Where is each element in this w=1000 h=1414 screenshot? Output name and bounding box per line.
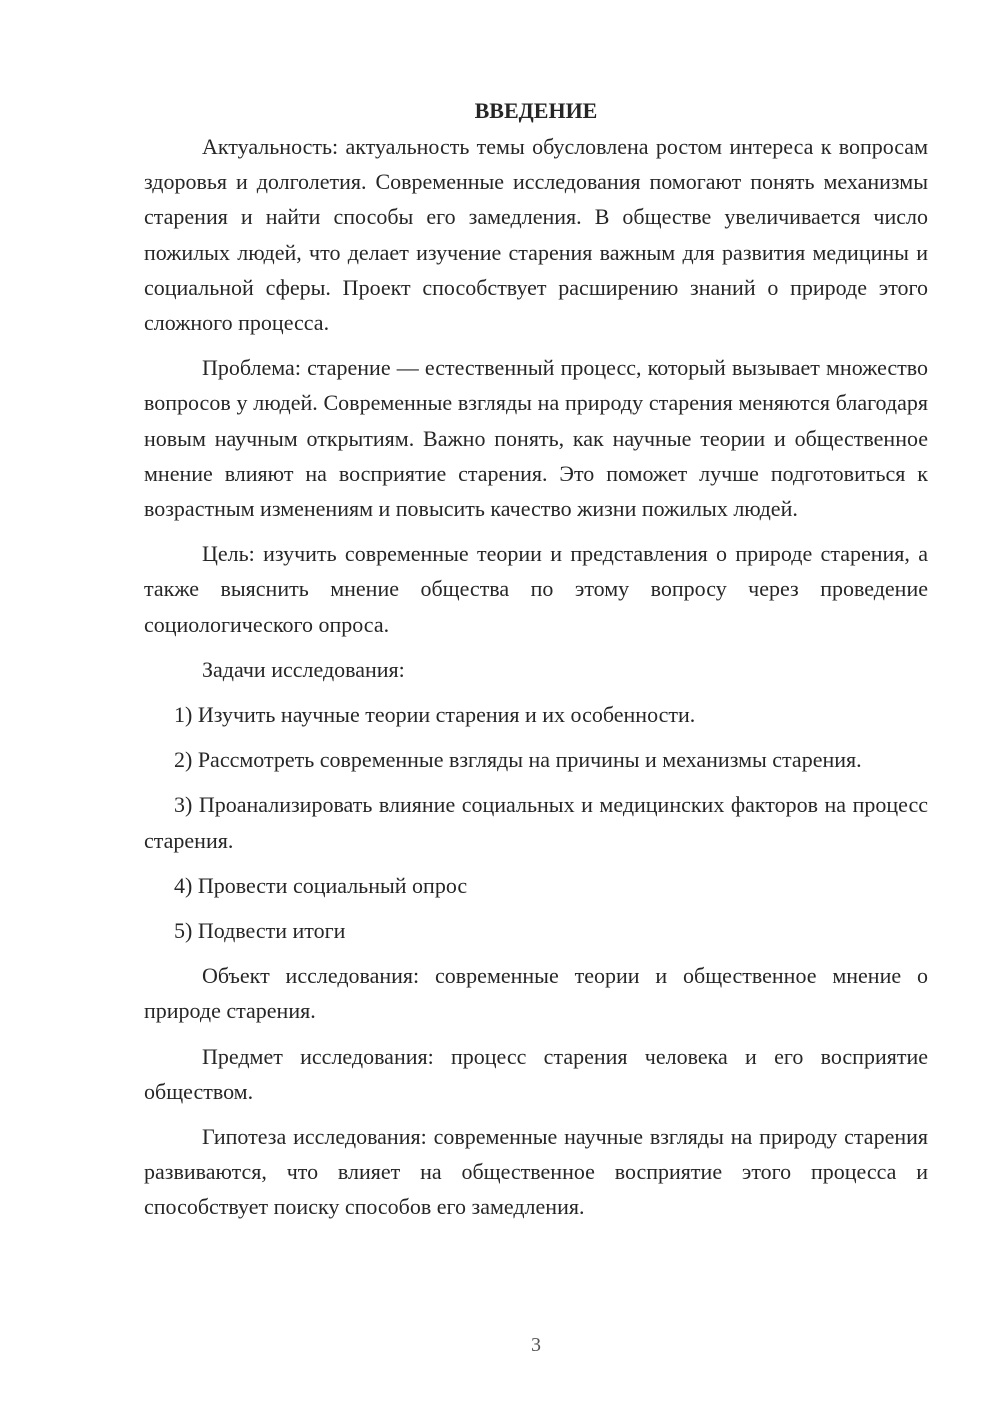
task-item-5: 5) Подвести итоги [174,918,346,944]
relevance-paragraph: Актуальность: актуальность темы обусловлена ростом интереса к вопросам здоровья и долголетия. Современные исследования помогают понять механизмы старения и найти способы его замедления. В обществе увеличивается число пожилых людей, что делает изучение старения важным для развития медицины и социальной сферы. Проект способствует расширению знаний о природе этого сложного процесса. [144,134,928,336]
object-paragraph: Объект исследования: современные теории и общественное мнение о природе старения. [144,963,928,1024]
section-heading: ВВЕДЕНИЕ [474,98,598,123]
problem-paragraph: Проблема: старение — естественный процесс, который вызывает множество вопросов у людей. Современные взгляды на природу старения меняются благодаря новым научным открытиям. Важно понять, как научные теории и общественное мнение влияют на восприятие старения. Это поможет лучше подготовиться к возрастным изменениям и повысить качество жизни пожилых людей. [144,355,928,522]
task-item-3: 3) Проанализировать влияние социальных и медицинских факторов на процесс старения. [144,792,928,853]
subject-paragraph: Предмет исследования: процесс старения человека и его восприятие обществом. [144,1043,928,1104]
task-item-4: 4) Провести социальный опрос [174,872,468,898]
goal-paragraph: Цель: изучить современные теории и представления о природе старения, а также выяснить мнение общества по этому вопросу через проведение социологического опроса. [144,541,928,637]
hypothesis-paragraph: Гипотеза исследования: современные научные взгляды на природу старения развиваются, что влияет на общественное восприятие этого процесса и способствует поиску способов его замедления. [144,1124,928,1220]
task-item-1: 1) Изучить научные теории старения и их особенности. [174,702,696,728]
tasks-heading: Задачи исследования: [202,656,405,682]
page-number: 3 [531,1334,541,1356]
document-body [144,93,928,1235]
task-item-2: 2) Рассмотреть современные взгляды на причины и механизмы старения. [174,747,862,773]
